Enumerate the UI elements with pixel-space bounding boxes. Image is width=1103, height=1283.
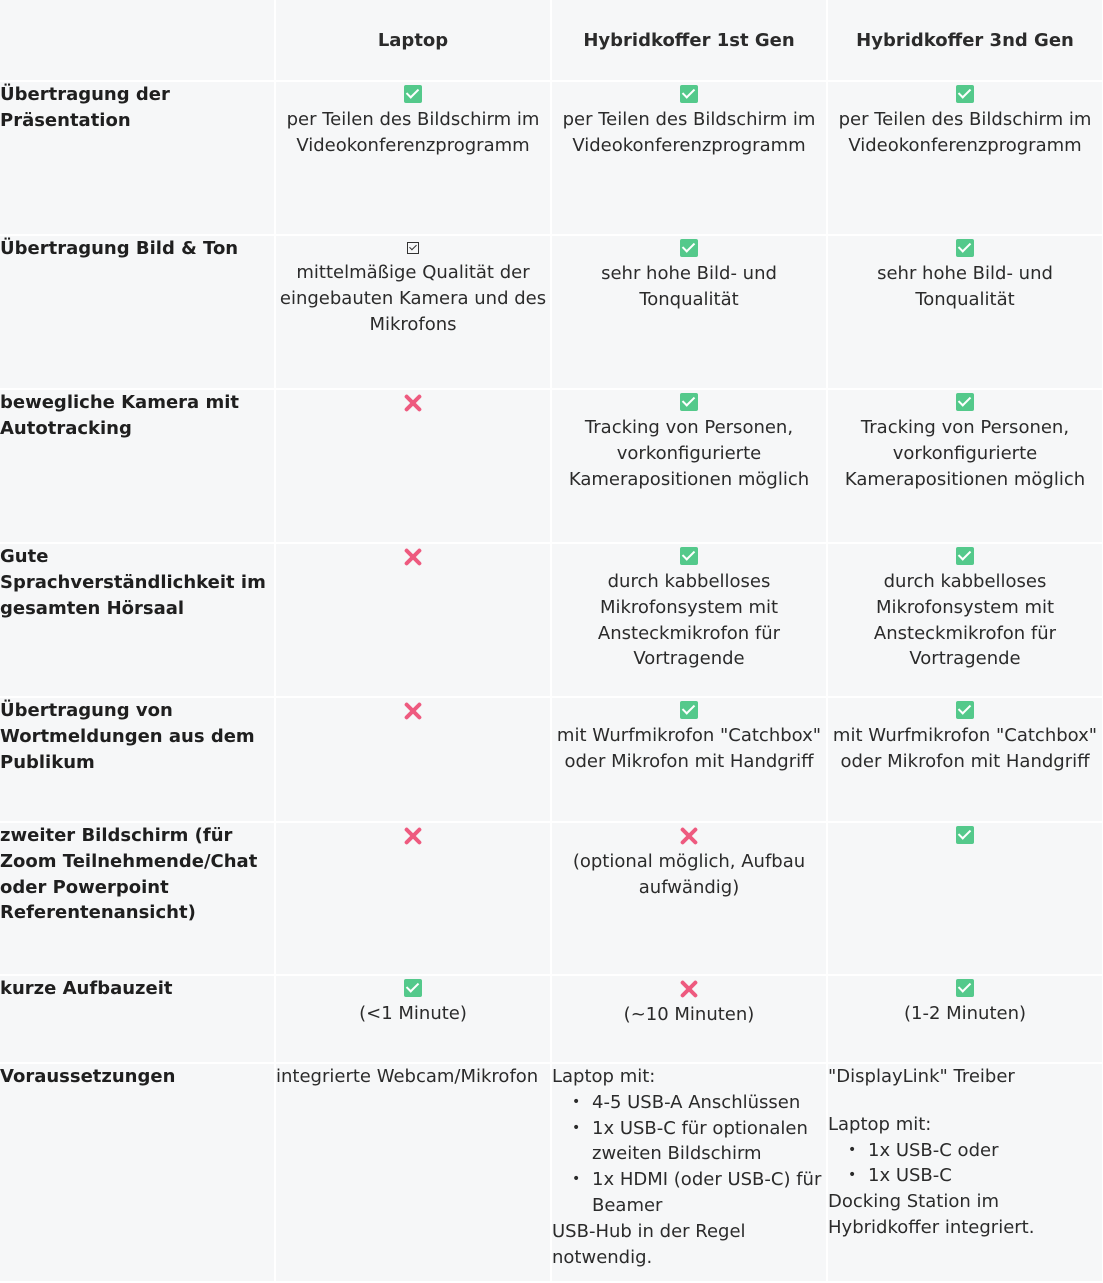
table-cell (551, 81, 827, 235)
row-label: Voraussetzungen (0, 1063, 275, 1282)
table-row (0, 81, 1103, 235)
header-laptop: Laptop (275, 0, 551, 81)
check-icon (956, 85, 974, 103)
list-item: • 1x HDMI (oder USB-C) für Beamer (592, 1167, 826, 1219)
cell-text: per Teilen des Bildschirm im Videokonferenzprogramm (286, 109, 540, 156)
cross-icon (402, 546, 424, 568)
header-hybrid-gen3: Hybridkoffer 3nd Gen (827, 0, 1103, 81)
cross-icon (402, 825, 424, 847)
cell-text: per Teilen des Bildschirm im Videokonferenzprogramm (562, 109, 816, 156)
check-icon (956, 239, 974, 257)
table-cell (275, 822, 551, 975)
table-row (0, 1063, 1103, 1282)
check-icon (680, 239, 698, 257)
cross-icon (402, 700, 424, 722)
table-cell (827, 235, 1103, 389)
table-cell (275, 543, 551, 697)
table-cell (275, 389, 551, 543)
row-label: bewegliche Kamera mit Autotracking (0, 389, 275, 543)
spacer (828, 1090, 1102, 1112)
table-cell (827, 697, 1103, 822)
check-icon (680, 701, 698, 719)
table-cell (275, 697, 551, 822)
table-row (0, 389, 1103, 543)
check-icon (956, 701, 974, 719)
check-icon (680, 85, 698, 103)
cell-text: (~10 Minuten) (623, 1004, 755, 1025)
requirement-gen3-outro: Docking Station im Hybridkoffer integriert. (828, 1191, 1035, 1238)
table-cell (275, 235, 551, 389)
table-row (0, 543, 1103, 697)
cell-text: mit Wurfmikrofon "Catchbox" oder Mikrofon mit Handgriff (556, 725, 822, 772)
table-cell (827, 389, 1103, 543)
table-cell (827, 975, 1103, 1063)
list-item: • 1x USB-C oder (868, 1138, 1102, 1164)
table-cell (827, 81, 1103, 235)
row-label: Gute Sprachverständlichkeit im gesamten Hörsaal (0, 543, 275, 697)
cell-text: Tracking von Personen, vorkonfigurierte Kamerapositionen möglich (844, 417, 1086, 490)
table-cell (275, 975, 551, 1063)
cell-text: Tracking von Personen, vorkonfigurierte Kamerapositionen möglich (568, 417, 810, 490)
check-icon (404, 979, 422, 997)
table-cell (551, 389, 827, 543)
table-cell (551, 822, 827, 975)
requirement-gen3-intro: Laptop mit: (828, 1113, 932, 1135)
cross-icon (402, 392, 424, 414)
check-icon (680, 547, 698, 565)
cross-icon (678, 978, 700, 1000)
table-cell (551, 697, 827, 822)
requirement-gen1-intro: Laptop mit: (552, 1066, 656, 1087)
cross-icon (678, 825, 700, 847)
row-label: Übertragung Bild & Ton (0, 235, 275, 389)
check-icon (680, 393, 698, 411)
row-label: Übertragung von Wortmeldungen aus dem Publikum (0, 697, 275, 822)
cell-text: sehr hohe Bild- und Tonqualität (877, 263, 1053, 310)
requirement-gen1-outro: USB-Hub in der Regel notwendig. (552, 1220, 746, 1268)
cell-text: durch kabbelloses Mikrofonsystem mit Ansteckmikrofon für Vortragende (873, 571, 1057, 670)
table-cell (827, 822, 1103, 975)
table-cell (275, 81, 551, 235)
table-row (0, 235, 1103, 389)
list-item: • 1x USB-C für optionalen zweiten Bildschirm (592, 1116, 826, 1168)
requirement-gen1 (551, 1063, 827, 1282)
check-icon (956, 547, 974, 565)
check-icon (956, 393, 974, 411)
requirement-laptop (275, 1063, 551, 1282)
table-row (0, 822, 1103, 975)
cell-text: durch kabbelloses Mikrofonsystem mit Ansteckmikrofon für Vortragende (597, 571, 781, 670)
cell-text: mit Wurfmikrofon "Catchbox" oder Mikrofon mit Handgriff (832, 725, 1098, 772)
table-cell (551, 235, 827, 389)
check-icon (404, 85, 422, 103)
requirement-gen1-list (552, 1090, 826, 1219)
check-icon (956, 826, 974, 844)
requirement-laptop-text: integrierte Webcam/Mikrofon (276, 1066, 539, 1087)
cell-text: mittelmäßige Qualität der eingebauten Kamera und des Mikrofons (279, 262, 547, 335)
table-row (0, 975, 1103, 1063)
row-label: zweiter Bildschirm (für Zoom Teilnehmende/Chat oder Powerpoint Referentenansicht) (0, 822, 275, 975)
table-cell (827, 543, 1103, 697)
cell-text: per Teilen des Bildschirm im Videokonferenzprogramm (838, 109, 1092, 156)
check-icon (956, 979, 974, 997)
cell-text: sehr hohe Bild- und Tonqualität (601, 263, 777, 310)
cell-text: (1-2 Minuten) (903, 1003, 1027, 1024)
header-empty (0, 0, 275, 81)
ballot-box-check-icon (407, 242, 419, 254)
table-row (0, 697, 1103, 822)
cell-text: (optional möglich, Aufbau aufwändig) (572, 851, 806, 898)
header-hybrid-gen1: Hybridkoffer 1st Gen (551, 0, 827, 81)
requirement-gen3-list (828, 1138, 1102, 1190)
table-cell (551, 543, 827, 697)
row-label: Übertragung der Präsentation (0, 81, 275, 235)
requirement-gen3-driver: "DisplayLink" Treiber (828, 1066, 1015, 1087)
list-item: • 1x USB-C (868, 1163, 1102, 1189)
cell-text: (<1 Minute) (359, 1003, 467, 1024)
row-label: kurze Aufbauzeit (0, 975, 275, 1063)
requirement-gen3 (827, 1063, 1103, 1282)
table-cell (551, 975, 827, 1063)
list-item: • 4-5 USB-A Anschlüssen (592, 1090, 826, 1116)
header-row (0, 0, 1103, 81)
